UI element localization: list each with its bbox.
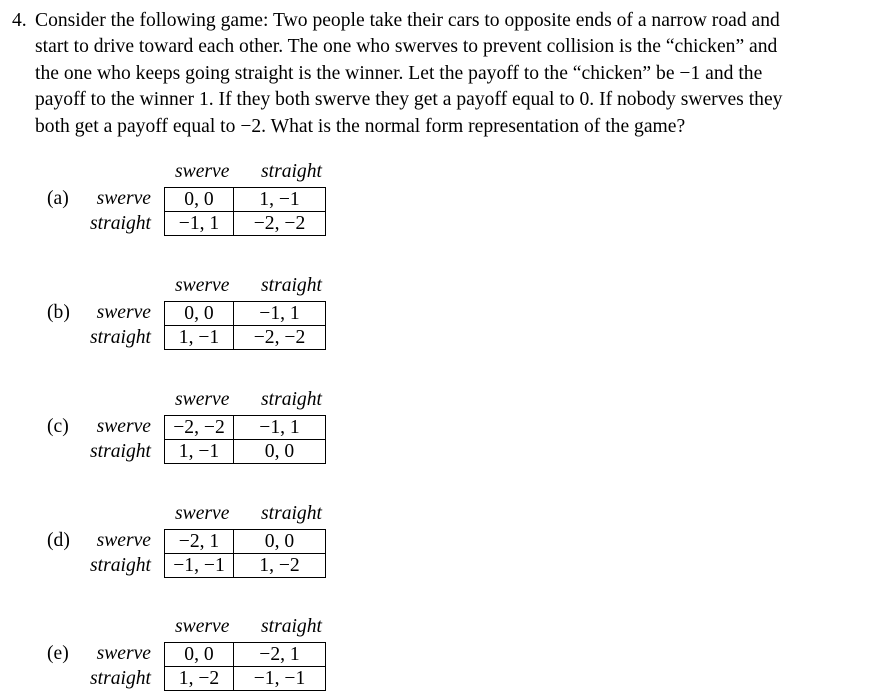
matrix-row — [165, 188, 326, 212]
column-header-swerve: swerve — [175, 161, 230, 182]
payoff-cell: −1, −1 — [234, 667, 326, 691]
payoff-cell: −2, −2 — [165, 416, 234, 440]
row-header-swerve: swerve — [96, 416, 151, 437]
question-line: payoff to the winner 1. If they both swerve they get a payoff equal to 0. If nobody swerves they — [35, 89, 783, 111]
payoff-cell: 1, −1 — [165, 440, 234, 464]
matrix-row — [165, 302, 326, 326]
payoff-cell: −1, 1 — [234, 416, 326, 440]
matrix-row — [165, 416, 326, 440]
payoff-cell: 1, −2 — [165, 667, 234, 691]
payoff-cell: −1, 1 — [234, 302, 326, 326]
option-b — [47, 275, 347, 355]
column-header-swerve: swerve — [175, 616, 230, 637]
row-header-swerve: swerve — [96, 530, 151, 551]
row-header-swerve: swerve — [96, 188, 151, 209]
option-d — [47, 503, 347, 583]
matrix-row — [165, 440, 326, 464]
row-header-straight: straight — [90, 327, 151, 348]
payoff-cell: 0, 0 — [165, 302, 234, 326]
question-line: the one who keeps going straight is the winner. Let the payoff to the “chicken” be −1 and the — [35, 62, 763, 84]
question-line: start to drive toward each other. The one who swerves to prevent collision is the “chicken” and — [35, 36, 778, 58]
question — [12, 8, 874, 140]
row-header-straight: straight — [90, 213, 151, 234]
option-a — [47, 161, 347, 241]
column-header-straight: straight — [261, 275, 322, 296]
option-e — [47, 616, 347, 696]
option-label: (e) — [47, 643, 69, 664]
option-label: (d) — [47, 530, 70, 551]
column-header-straight: straight — [261, 503, 322, 524]
payoff-cell: 0, 0 — [234, 530, 326, 554]
row-header-swerve: swerve — [96, 302, 151, 323]
payoff-matrix — [164, 301, 326, 350]
matrix-row — [165, 530, 326, 554]
payoff-cell: 1, −1 — [165, 326, 234, 350]
row-header-straight: straight — [90, 441, 151, 462]
option-label: (a) — [47, 188, 69, 209]
option-label: (b) — [47, 302, 70, 323]
column-header-straight: straight — [261, 161, 322, 182]
payoff-cell: −2, −2 — [234, 326, 326, 350]
payoff-cell: −2, 1 — [234, 643, 326, 667]
matrix-row — [165, 212, 326, 236]
payoff-matrix — [164, 529, 326, 578]
matrix-row — [165, 667, 326, 691]
column-header-straight: straight — [261, 389, 322, 410]
matrix-row — [165, 643, 326, 667]
column-header-swerve: swerve — [175, 389, 230, 410]
question-text — [35, 8, 874, 140]
payoff-matrix — [164, 187, 326, 236]
payoff-cell: 1, −2 — [234, 554, 326, 578]
option-label: (c) — [47, 416, 69, 437]
payoff-matrix — [164, 642, 326, 691]
question-number: 4. — [12, 10, 27, 31]
payoff-cell: 1, −1 — [234, 188, 326, 212]
matrix-row — [165, 326, 326, 350]
payoff-cell: 0, 0 — [165, 643, 234, 667]
row-header-swerve: swerve — [96, 643, 151, 664]
payoff-matrix — [164, 415, 326, 464]
payoff-cell: −1, 1 — [165, 212, 234, 236]
question-line: both get a payoff equal to −2. What is the normal form representation of the game? — [35, 115, 686, 137]
payoff-cell: 0, 0 — [165, 188, 234, 212]
question-line: Consider the following game: Two people take their cars to opposite ends of a narrow road and — [35, 10, 780, 31]
payoff-cell: −1, −1 — [165, 554, 234, 578]
row-header-straight: straight — [90, 555, 151, 576]
column-header-swerve: swerve — [175, 275, 230, 296]
column-header-swerve: swerve — [175, 503, 230, 524]
option-c — [47, 389, 347, 469]
row-header-straight: straight — [90, 668, 151, 689]
payoff-cell: −2, −2 — [234, 212, 326, 236]
matrix-row — [165, 554, 326, 578]
payoff-cell: 0, 0 — [234, 440, 326, 464]
column-header-straight: straight — [261, 616, 322, 637]
payoff-cell: −2, 1 — [165, 530, 234, 554]
